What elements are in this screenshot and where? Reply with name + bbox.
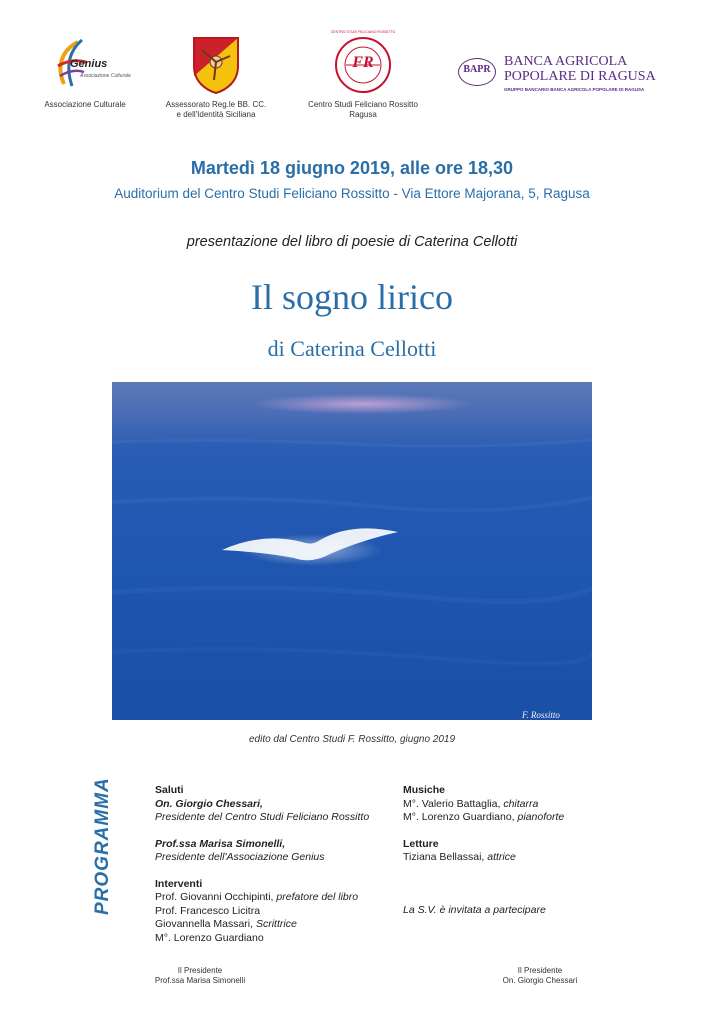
centro-monogram: FR [352,54,374,71]
letture-1-name: Tiziana Bellassai, [403,851,485,863]
centro-caption [296,100,430,120]
interventi-1-role: prefatore del libro [276,891,359,903]
saluti-1-role: Presidente del Centro Studi Feliciano Rossitto [155,811,370,823]
saluti-2-role: Presidente dell'Associazione Genius [155,851,325,863]
interventi-heading: Interventi [155,877,203,890]
centro-caption-line1: Centro Studi Feliciano Rossitto [308,100,418,109]
signature-left-name: Prof.ssa Marisa Simonelli [154,976,246,985]
letture-heading: Letture [403,837,439,850]
bank-name-line1: BANCA AGRICOLA [504,54,628,69]
musiche-item-2 [403,811,564,825]
cover-painting [112,382,592,720]
interventi-item-4: M°. Lorenzo Guardiano [155,931,264,944]
letture-1-role: attrice [487,851,516,863]
saluti-2-name: Prof.ssa Marisa Simonelli, [155,837,286,850]
centro-caption-line2: Ragusa [349,110,377,119]
signature-right-name: On. Giorgio Chessari [502,976,578,985]
interventi-1-name: Prof. Giovanni Occhipinti, [155,891,274,903]
signature-left [140,966,260,986]
event-venue: Auditorium del Centro Studi Feliciano Rossitto - Via Ettore Majorana, 5, Ragusa [114,186,590,201]
region-caption-line2: e dell'Identità Siciliana [176,110,256,119]
painter-signature: F. Rossitto [522,710,560,720]
saluti-heading: Saluti [155,784,184,796]
centro-ring-text: CENTRO STUDI FELICIANO ROSSITTO [330,30,396,34]
invitation-note: La S.V. è invitata a partecipare [403,903,546,916]
interventi-item-1 [155,891,369,905]
genius-tagline: Associazione Culturale [80,73,131,79]
signature-right-title: Il Presidente [517,966,563,975]
program-label: PROGRAMMA [92,777,113,915]
bank-group-line: GRUPPO BANCARIO BANCA AGRICOLA POPOLARE DI RAGUSA [504,87,645,92]
musiche-1-name: M°. Valerio Battaglia, [403,797,501,810]
signature-left-title: Il Presidente [177,966,223,975]
letture-item-1 [403,851,564,865]
saluti-1-name: On. Giorgio Chessari, [155,797,263,810]
interventi-3-role: Scrittrice [255,918,297,930]
signature-right [480,966,600,986]
bank-monogram: BAPR [463,64,491,75]
musiche-item-1 [403,798,564,812]
centro-studi-logo [334,36,392,94]
musiche-2-role: pianoforte [517,811,565,823]
interventi-item-2: Prof. Francesco Licitra [155,904,261,917]
musiche-1-role: chitarra [503,797,539,810]
bank-name-line2: POPOLARE DI RAGUSA [504,69,656,84]
interventi-item-3 [155,918,369,932]
region-coat-of-arms [192,36,240,94]
painting-caption: edito dal Centro Studi F. Rossitto, giugno 2019 [248,734,456,745]
event-date: Martedì 18 giugno 2019, alle ore 18,30 [190,158,514,178]
program-right-column [403,784,564,917]
book-title: Il sogno lirico [251,277,453,317]
bank-logo [458,54,664,98]
seagull-over-sea-painting [112,382,592,720]
trinacria-shield-icon [192,36,240,94]
musiche-2-name: M°. Lorenzo Guardiano, [403,811,515,823]
genius-caption: Associazione Culturale [44,100,126,109]
book-author: di Caterina Cellotti [267,336,437,361]
program-left-column [155,784,369,945]
book-subtitle: presentazione del libro di poesie di Caterina Cellotti [186,234,518,250]
region-caption [160,100,272,120]
genius-name: Genius [70,58,108,70]
interventi-3-name: Giovannella Massari, [155,918,254,930]
musiche-heading: Musiche [403,784,446,796]
region-caption-line1: Assessorato Reg.le BB. CC. [165,100,267,109]
